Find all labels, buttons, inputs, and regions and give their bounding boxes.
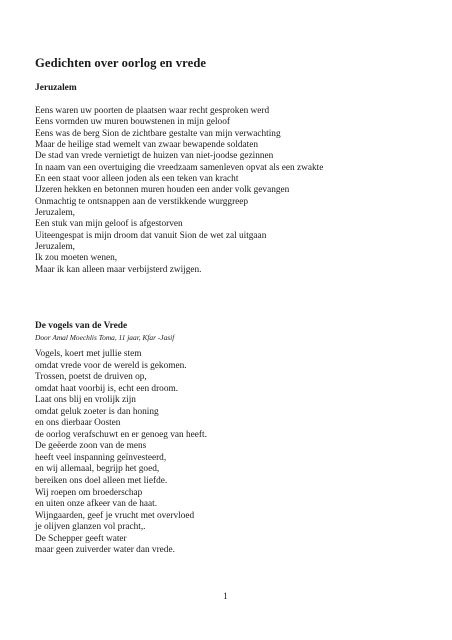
poem-line: je olijven glanzen vol pracht,. [35, 522, 146, 533]
poem-line: Uiteengespat is mijn droom dat vanuit Sion de wet zal uitgaan [35, 230, 267, 241]
poem-line: En een staat voor alleen joden als een teken van kracht [35, 174, 239, 185]
poem-body-jeruzalem [35, 106, 323, 276]
poem-line: omdat geluk zoeter is dan honing [35, 406, 159, 417]
poem-line: Eens was de berg Sion de zichtbare gestalte van mijn verwachting [35, 128, 281, 139]
poem-line: Maar ik kan alleen maar verbijsterd zwijgen. [35, 264, 202, 275]
poem-body-vogels [35, 349, 207, 557]
poem-line: en uiten onze afkeer van de haat. [35, 499, 158, 510]
poem-line: Wijngaarden, geef je vrucht met overvloed [35, 510, 195, 521]
poem-line: Jeruzalem, [35, 208, 76, 219]
poem-line: Vogels, koert met jullie stem [35, 349, 142, 359]
poem-line: Trossen, poetst de druiven op, [35, 372, 147, 383]
poem-line: De geëerde zoon van de mens [35, 441, 147, 452]
poem-line: In naam van een overtuiging die vreedzaam samenleven opvat als een zwakte [35, 162, 324, 173]
poem-line: maar geen zuiverder water dan vrede. [35, 545, 175, 556]
poem-line: Eens waren uw poorten de plaatsen waar recht gesproken werd [35, 106, 270, 116]
poem-byline: Door Amal Moechlis Toma, 11 jaar, Kfar -Jasif [35, 333, 175, 342]
poem-line: Jeruzalem, [35, 242, 76, 253]
poem-line: en wij allemaal, begrijp het goed, [35, 464, 160, 475]
poem-line: omdat haat voorbij is, echt een droom. [35, 383, 179, 394]
poem-line: Onmachtig te ontsnappen aan de verstikkende wurggreep [35, 196, 249, 207]
document-title: Gedichten over oorlog en vrede [35, 56, 207, 70]
poem-heading-vogels: De vogels van de Vrede [35, 321, 128, 331]
poem-line: bereiken ons doel alleen met liefde. [35, 476, 168, 487]
poem-line: Eens vormden uw muren bouwstenen in mijn geloof [35, 117, 230, 128]
poem-line: de oorlog verafschuwt en er genoeg van heeft. [35, 429, 207, 440]
poem-line: Laat ons blij en vrolijk zijn [35, 395, 136, 406]
poem-line: Ik zou moeten wenen, [35, 253, 118, 264]
poem-heading-jeruzalem: Jeruzalem [35, 83, 77, 93]
poem-line: Maar de heilige stad wemelt van zwaar bewapende soldaten [35, 140, 259, 151]
poem-line: heeft veel inspanning geïnvesteerd, [35, 452, 167, 463]
poem-line: Wij roepen om broederschap [35, 487, 143, 498]
poem-line: IJzeren hekken en betonnen muren houden een ander volk gevangen [35, 185, 290, 196]
poem-line: en ons dierbaar Oosten [35, 418, 121, 429]
page-number: 1 [223, 592, 228, 602]
poem-line: De stad van vrede vernietigt de huizen van niet-joodse gezinnen [35, 151, 274, 162]
poem-line: De Schepper geeft water [35, 533, 127, 544]
poem-line: Een stuk van mijn geloof is afgestorven [35, 219, 183, 230]
poem-line: omdat vrede voor de wereld is gekomen. [35, 360, 187, 371]
